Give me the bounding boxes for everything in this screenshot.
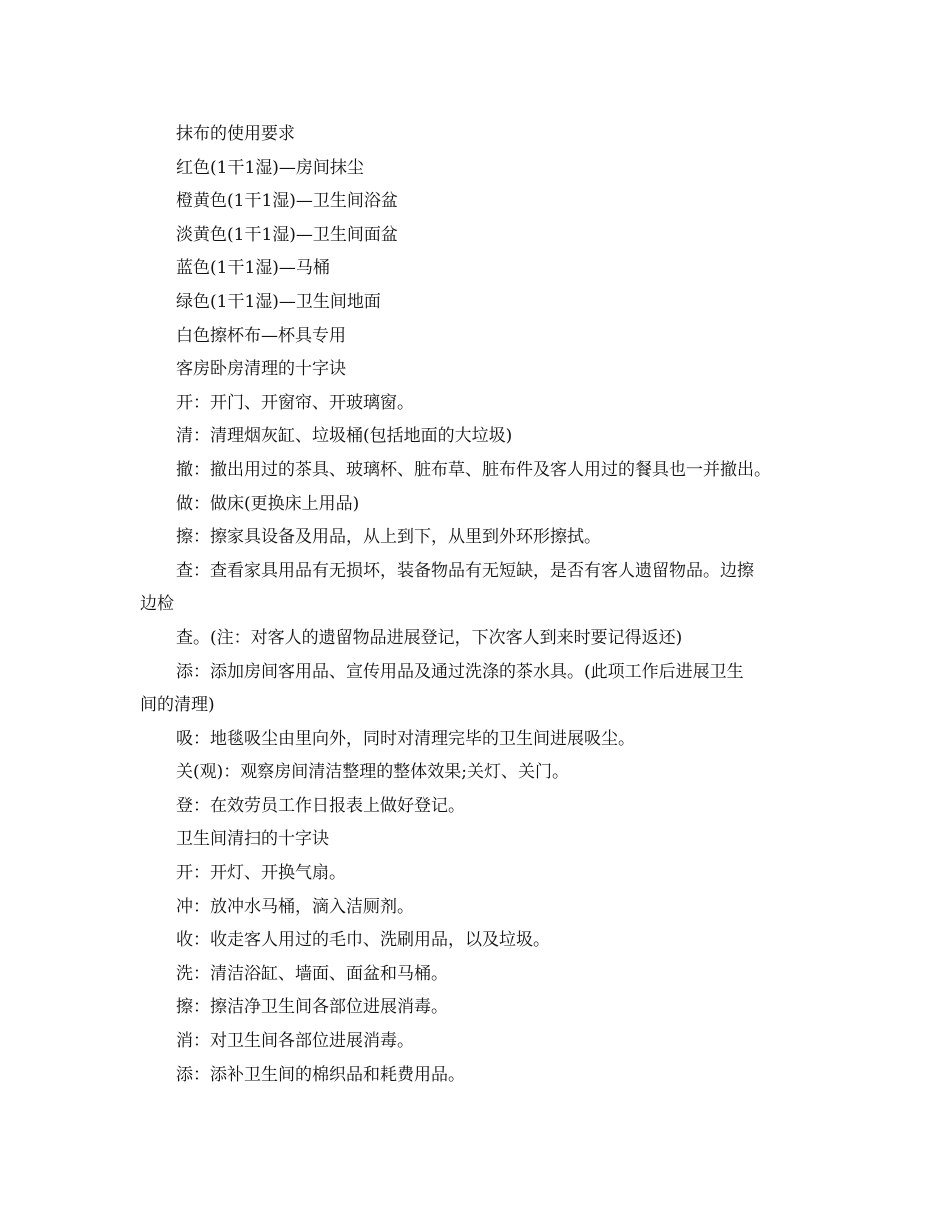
section-heading: 抹布的使用要求 xyxy=(176,124,295,144)
section-heading: 客房卧房清理的十字诀 xyxy=(176,359,346,380)
paragraph-line: 洗：清洁浴缸、墙面、面盆和马桶。 xyxy=(176,963,448,984)
paragraph-line: 淡黄色(1干1湿)—卫生间面盆 xyxy=(176,224,398,245)
paragraph-line: 边检 xyxy=(140,594,174,615)
paragraph-line: 红色(1干1湿)—房间抹尘 xyxy=(176,157,364,178)
paragraph-line: 擦：擦家具设备及用品，从上到下，从里到外环形擦拭。 xyxy=(176,527,601,548)
paragraph-line: 白色擦杯布—杯具专用 xyxy=(176,325,346,346)
paragraph-line: 清：清理烟灰缸、垃圾桶(包括地面的大垃圾) xyxy=(176,426,513,447)
paragraph-line: 关(观)：观察房间清洁整理的整体效果;关灯、关门。 xyxy=(176,762,569,783)
paragraph-line: 收：收走客人用过的毛巾、洗刷用品，以及垃圾。 xyxy=(176,930,550,951)
paragraph-line: 登：在效劳员工作日报表上做好登记。 xyxy=(176,795,465,816)
paragraph-line: 查。(注：对客人的遗留物品进展登记，下次客人到来时要记得返还) xyxy=(176,627,683,648)
paragraph-line: 冲：放冲水马桶，滴入洁厕剂。 xyxy=(176,896,414,917)
paragraph-line: 橙黄色(1干1湿)—卫生间浴盆 xyxy=(176,191,398,212)
paragraph-line: 开：开灯、开换气扇。 xyxy=(176,863,346,884)
document-body xyxy=(140,118,820,1092)
paragraph-line: 做：做床(更换床上用品) xyxy=(176,493,360,514)
paragraph-line: 开：开门、开窗帘、开玻璃窗。 xyxy=(176,392,414,413)
paragraph-line: 间的清理) xyxy=(140,695,215,716)
paragraph-line: 撤：撤出用过的茶具、玻璃杯、脏布草、脏布件及客人用过的餐具也一并撤出。 xyxy=(176,459,771,480)
paragraph-line: 蓝色(1干1湿)—马桶 xyxy=(176,258,330,279)
paragraph-line: 查：查看家具用品有无损坏，装备物品有无短缺，是否有客人遗留物品。边擦 xyxy=(176,560,754,581)
paragraph-line: 添：添补卫生间的棉织品和耗费用品。 xyxy=(176,1064,465,1085)
paragraph-line: 消：对卫生间各部位进展消毒。 xyxy=(176,1031,414,1052)
paragraph-line: 添：添加房间客用品、宣传用品及通过洗涤的茶水具。(此项工作后进展卫生 xyxy=(176,661,744,682)
paragraph-line: 绿色(1干1湿)—卫生间地面 xyxy=(176,291,381,312)
section-heading: 卫生间清扫的十字诀 xyxy=(176,829,329,850)
paragraph-line: 擦：擦洁净卫生间各部位进展消毒。 xyxy=(176,997,448,1018)
paragraph-line: 吸：地毯吸尘由里向外，同时对清理完毕的卫生间进展吸尘。 xyxy=(176,728,635,749)
